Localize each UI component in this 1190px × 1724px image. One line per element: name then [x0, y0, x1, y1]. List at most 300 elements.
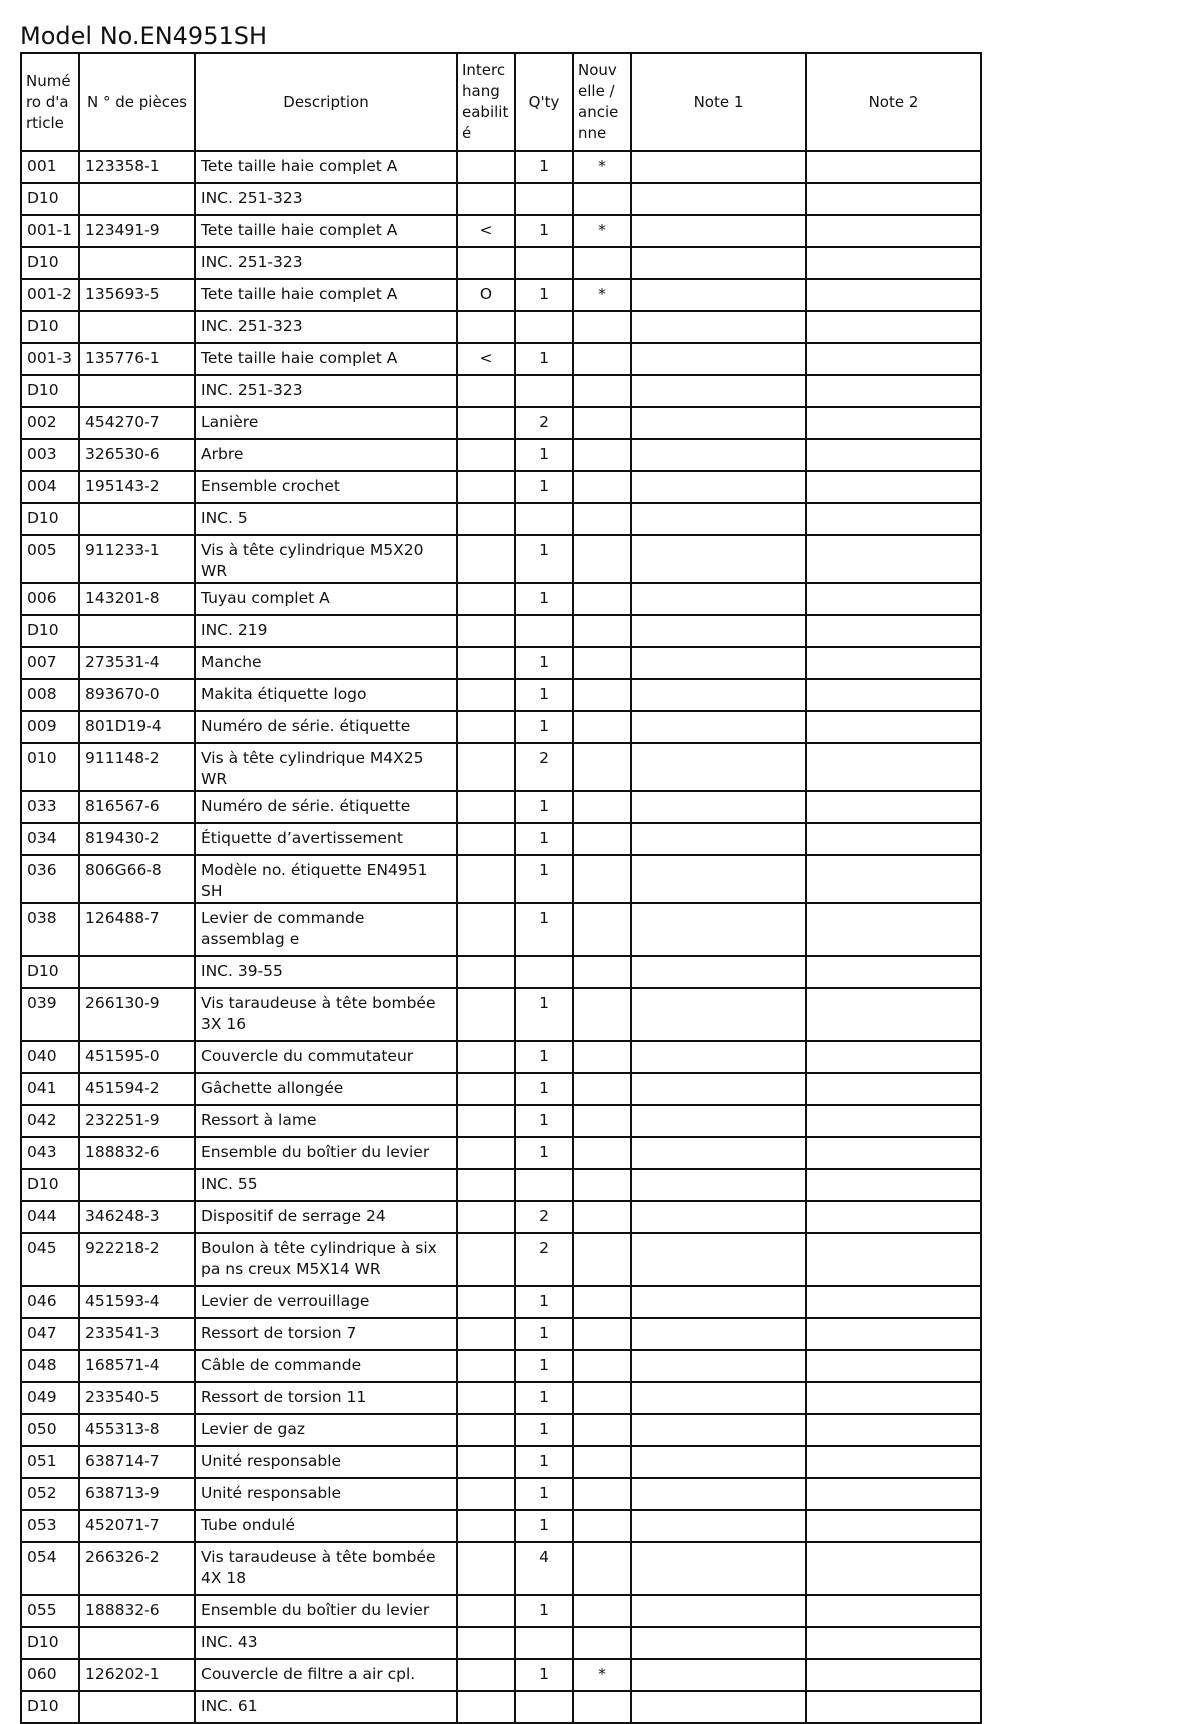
cell-note-1	[631, 1041, 806, 1073]
cell-description: Étiquette d’avertissement	[195, 823, 457, 855]
cell-new-old	[573, 956, 631, 988]
cell-part-number: 266130-9	[79, 988, 195, 1041]
cell-new-old	[573, 743, 631, 791]
cell-description: Ensemble du boîtier du levier	[195, 1595, 457, 1627]
cell-new-old	[573, 583, 631, 615]
cell-description: Numéro de série. étiquette	[195, 711, 457, 743]
cell-note-1	[631, 311, 806, 343]
cell-note-1	[631, 503, 806, 535]
cell-part-number: 819430-2	[79, 823, 195, 855]
cell-new-old	[573, 183, 631, 215]
cell-description: Boulon à tête cylindrique à six pa ns creux M5X14 WR	[195, 1233, 457, 1286]
cell-interchangeability	[457, 956, 515, 988]
cell-description: Tube ondulé	[195, 1510, 457, 1542]
cell-quantity: 1	[515, 279, 573, 311]
cell-interchangeability	[457, 1105, 515, 1137]
table-row	[21, 247, 981, 279]
cell-new-old	[573, 988, 631, 1041]
cell-note-1	[631, 1382, 806, 1414]
table-row	[21, 583, 981, 615]
cell-quantity	[515, 247, 573, 279]
cell-quantity	[515, 1627, 573, 1659]
cell-note-2	[806, 1073, 981, 1105]
table-row	[21, 1542, 981, 1595]
cell-item-number: 038	[21, 903, 79, 956]
cell-part-number: 168571-4	[79, 1350, 195, 1382]
cell-note-1	[631, 1350, 806, 1382]
cell-new-old	[573, 1510, 631, 1542]
cell-description: Tete taille haie complet A	[195, 343, 457, 375]
cell-interchangeability	[457, 1286, 515, 1318]
table-row	[21, 1446, 981, 1478]
cell-quantity	[515, 1691, 573, 1723]
cell-interchangeability	[457, 1659, 515, 1691]
cell-quantity: 4	[515, 1542, 573, 1595]
cell-description: Tete taille haie complet A	[195, 279, 457, 311]
cell-quantity: 1	[515, 1350, 573, 1382]
cell-interchangeability	[457, 247, 515, 279]
cell-note-1	[631, 1137, 806, 1169]
cell-description: INC. 5	[195, 503, 457, 535]
cell-item-number: 043	[21, 1137, 79, 1169]
cell-new-old	[573, 503, 631, 535]
cell-new-old	[573, 1691, 631, 1723]
cell-note-2	[806, 311, 981, 343]
cell-part-number: 143201-8	[79, 583, 195, 615]
cell-item-number: 008	[21, 679, 79, 711]
cell-note-2	[806, 711, 981, 743]
cell-interchangeability	[457, 1233, 515, 1286]
cell-description: Ensemble crochet	[195, 471, 457, 503]
cell-quantity: 1	[515, 679, 573, 711]
cell-interchangeability	[457, 1350, 515, 1382]
cell-description: Tuyau complet A	[195, 583, 457, 615]
cell-description: Levier de commande assemblag e	[195, 903, 457, 956]
cell-quantity: 1	[515, 1073, 573, 1105]
table-row	[21, 1510, 981, 1542]
cell-interchangeability	[457, 439, 515, 471]
cell-quantity: 1	[515, 855, 573, 903]
cell-item-number: D10	[21, 1627, 79, 1659]
cell-new-old	[573, 247, 631, 279]
cell-note-1	[631, 1510, 806, 1542]
cell-item-number: 004	[21, 471, 79, 503]
cell-quantity: 2	[515, 1233, 573, 1286]
table-row	[21, 1382, 981, 1414]
cell-quantity: 1	[515, 535, 573, 583]
cell-note-2	[806, 151, 981, 183]
cell-interchangeability: O	[457, 279, 515, 311]
cell-quantity: 1	[515, 1318, 573, 1350]
cell-item-number: 039	[21, 988, 79, 1041]
cell-description: Dispositif de serrage 24	[195, 1201, 457, 1233]
cell-quantity: 1	[515, 1286, 573, 1318]
cell-interchangeability: <	[457, 343, 515, 375]
cell-interchangeability	[457, 583, 515, 615]
cell-item-number: 009	[21, 711, 79, 743]
cell-quantity	[515, 311, 573, 343]
table-row	[21, 1073, 981, 1105]
cell-description: Vis taraudeuse à tête bombée 3X 16	[195, 988, 457, 1041]
cell-description: Modèle no. étiquette EN4951 SH	[195, 855, 457, 903]
cell-item-number: D10	[21, 247, 79, 279]
cell-description: Lanière	[195, 407, 457, 439]
cell-note-1	[631, 1627, 806, 1659]
cell-part-number: 911233-1	[79, 535, 195, 583]
cell-interchangeability	[457, 1169, 515, 1201]
cell-note-2	[806, 679, 981, 711]
cell-item-number: D10	[21, 311, 79, 343]
cell-description: Ensemble du boîtier du levier	[195, 1137, 457, 1169]
cell-quantity	[515, 375, 573, 407]
cell-note-1	[631, 903, 806, 956]
cell-note-2	[806, 823, 981, 855]
cell-new-old	[573, 1595, 631, 1627]
cell-quantity: 1	[515, 583, 573, 615]
cell-item-number: 041	[21, 1073, 79, 1105]
cell-note-1	[631, 1073, 806, 1105]
header-new-old: Nouv elle / ancie nne	[573, 53, 631, 151]
cell-new-old	[573, 1137, 631, 1169]
cell-new-old	[573, 855, 631, 903]
cell-item-number: D10	[21, 183, 79, 215]
cell-interchangeability	[457, 1510, 515, 1542]
cell-quantity	[515, 956, 573, 988]
cell-note-1	[631, 647, 806, 679]
cell-note-2	[806, 1542, 981, 1595]
cell-note-1	[631, 1105, 806, 1137]
cell-item-number: 048	[21, 1350, 79, 1382]
cell-description: Unité responsable	[195, 1446, 457, 1478]
cell-part-number: 188832-6	[79, 1595, 195, 1627]
table-row	[21, 1414, 981, 1446]
cell-note-1	[631, 471, 806, 503]
cell-part-number: 451594-2	[79, 1073, 195, 1105]
cell-note-2	[806, 1478, 981, 1510]
cell-quantity: 1	[515, 647, 573, 679]
table-row	[21, 855, 981, 903]
cell-new-old	[573, 647, 631, 679]
cell-description: Vis taraudeuse à tête bombée 4X 18	[195, 1542, 457, 1595]
cell-description: Couvercle de filtre a air cpl.	[195, 1659, 457, 1691]
cell-note-2	[806, 535, 981, 583]
cell-part-number: 816567-6	[79, 791, 195, 823]
table-row	[21, 471, 981, 503]
cell-item-number: D10	[21, 1691, 79, 1723]
cell-part-number: 233540-5	[79, 1382, 195, 1414]
cell-part-number: 455313-8	[79, 1414, 195, 1446]
cell-description: Ressort de torsion 7	[195, 1318, 457, 1350]
cell-note-2	[806, 471, 981, 503]
cell-description: Tete taille haie complet A	[195, 215, 457, 247]
cell-quantity: 1	[515, 439, 573, 471]
cell-quantity: 1	[515, 151, 573, 183]
cell-item-number: D10	[21, 375, 79, 407]
table-row	[21, 615, 981, 647]
cell-interchangeability	[457, 375, 515, 407]
cell-item-number: 005	[21, 535, 79, 583]
cell-new-old	[573, 471, 631, 503]
cell-item-number: D10	[21, 956, 79, 988]
cell-quantity: 1	[515, 1105, 573, 1137]
cell-interchangeability	[457, 1478, 515, 1510]
cell-new-old	[573, 1627, 631, 1659]
cell-new-old	[573, 1350, 631, 1382]
cell-item-number: 040	[21, 1041, 79, 1073]
cell-part-number: 893670-0	[79, 679, 195, 711]
cell-quantity: 2	[515, 743, 573, 791]
cell-interchangeability	[457, 679, 515, 711]
cell-part-number	[79, 1691, 195, 1723]
cell-description: INC. 219	[195, 615, 457, 647]
cell-item-number: 045	[21, 1233, 79, 1286]
cell-note-1	[631, 1446, 806, 1478]
cell-note-2	[806, 583, 981, 615]
cell-note-2	[806, 1510, 981, 1542]
cell-interchangeability	[457, 1201, 515, 1233]
cell-note-2	[806, 1041, 981, 1073]
cell-note-2	[806, 375, 981, 407]
cell-description: Ressort à lame	[195, 1105, 457, 1137]
cell-interchangeability	[457, 903, 515, 956]
table-header-row	[21, 53, 981, 151]
cell-interchangeability	[457, 151, 515, 183]
header-note-1: Note 1	[631, 53, 806, 151]
table-row	[21, 1041, 981, 1073]
cell-note-1	[631, 583, 806, 615]
table-row	[21, 679, 981, 711]
cell-note-1	[631, 823, 806, 855]
cell-description: INC. 251-323	[195, 183, 457, 215]
cell-note-1	[631, 679, 806, 711]
cell-item-number: 034	[21, 823, 79, 855]
cell-interchangeability	[457, 311, 515, 343]
table-row	[21, 407, 981, 439]
header-part-number: N ° de pièces	[79, 53, 195, 151]
cell-quantity: 1	[515, 903, 573, 956]
table-row	[21, 279, 981, 311]
cell-new-old	[573, 615, 631, 647]
cell-item-number: 047	[21, 1318, 79, 1350]
cell-new-old	[573, 823, 631, 855]
cell-part-number: 123358-1	[79, 151, 195, 183]
cell-item-number: 007	[21, 647, 79, 679]
cell-interchangeability	[457, 471, 515, 503]
cell-description: INC. 251-323	[195, 375, 457, 407]
cell-note-1	[631, 855, 806, 903]
cell-description: Levier de verrouillage	[195, 1286, 457, 1318]
cell-description: Arbre	[195, 439, 457, 471]
cell-note-2	[806, 407, 981, 439]
cell-part-number: 126488-7	[79, 903, 195, 956]
cell-new-old	[573, 1233, 631, 1286]
cell-description: Couvercle du commutateur	[195, 1041, 457, 1073]
cell-interchangeability	[457, 823, 515, 855]
cell-quantity: 1	[515, 1478, 573, 1510]
header-item-number: Numé ro d'a rticle	[21, 53, 79, 151]
cell-note-1	[631, 1595, 806, 1627]
cell-quantity: 1	[515, 1041, 573, 1073]
cell-description: Vis à tête cylindrique M5X20 WR	[195, 535, 457, 583]
cell-new-old	[573, 1318, 631, 1350]
cell-note-2	[806, 1318, 981, 1350]
cell-note-1	[631, 439, 806, 471]
cell-part-number: 135776-1	[79, 343, 195, 375]
cell-item-number: 006	[21, 583, 79, 615]
cell-description: Gâchette allongée	[195, 1073, 457, 1105]
cell-note-1	[631, 375, 806, 407]
cell-note-2	[806, 1286, 981, 1318]
cell-new-old	[573, 791, 631, 823]
cell-note-2	[806, 247, 981, 279]
cell-quantity: 1	[515, 1446, 573, 1478]
cell-interchangeability	[457, 1041, 515, 1073]
cell-description: INC. 251-323	[195, 311, 457, 343]
cell-note-1	[631, 247, 806, 279]
table-row	[21, 151, 981, 183]
cell-note-1	[631, 791, 806, 823]
cell-quantity	[515, 1169, 573, 1201]
cell-interchangeability	[457, 1542, 515, 1595]
cell-interchangeability	[457, 1627, 515, 1659]
cell-item-number: 060	[21, 1659, 79, 1691]
header-quantity: Q'ty	[515, 53, 573, 151]
cell-interchangeability	[457, 1446, 515, 1478]
cell-new-old	[573, 1041, 631, 1073]
cell-item-number: 002	[21, 407, 79, 439]
table-row	[21, 1595, 981, 1627]
cell-interchangeability	[457, 615, 515, 647]
cell-quantity: 1	[515, 711, 573, 743]
cell-item-number: 001-3	[21, 343, 79, 375]
cell-note-2	[806, 791, 981, 823]
cell-description: Vis à tête cylindrique M4X25 WR	[195, 743, 457, 791]
cell-quantity: 1	[515, 988, 573, 1041]
cell-item-number: 049	[21, 1382, 79, 1414]
table-row	[21, 988, 981, 1041]
cell-note-1	[631, 743, 806, 791]
cell-part-number	[79, 615, 195, 647]
cell-note-2	[806, 647, 981, 679]
cell-interchangeability	[457, 1414, 515, 1446]
cell-part-number: 232251-9	[79, 1105, 195, 1137]
cell-interchangeability	[457, 407, 515, 439]
cell-new-old	[573, 1446, 631, 1478]
cell-quantity: 2	[515, 407, 573, 439]
cell-note-2	[806, 1595, 981, 1627]
cell-interchangeability	[457, 988, 515, 1041]
cell-description: INC. 61	[195, 1691, 457, 1723]
cell-item-number: 052	[21, 1478, 79, 1510]
cell-item-number: 044	[21, 1201, 79, 1233]
table-row	[21, 1233, 981, 1286]
table-row	[21, 1201, 981, 1233]
cell-note-2	[806, 1382, 981, 1414]
table-row	[21, 791, 981, 823]
cell-item-number: 033	[21, 791, 79, 823]
cell-new-old	[573, 1201, 631, 1233]
cell-description: Tete taille haie complet A	[195, 151, 457, 183]
cell-interchangeability	[457, 711, 515, 743]
header-note-2: Note 2	[806, 53, 981, 151]
cell-interchangeability	[457, 1137, 515, 1169]
table-row	[21, 343, 981, 375]
cell-part-number	[79, 1627, 195, 1659]
cell-part-number	[79, 311, 195, 343]
cell-item-number: D10	[21, 1169, 79, 1201]
cell-new-old: *	[573, 215, 631, 247]
cell-note-2	[806, 503, 981, 535]
cell-quantity: 1	[515, 1137, 573, 1169]
cell-note-1	[631, 1414, 806, 1446]
cell-interchangeability	[457, 1073, 515, 1105]
cell-note-1	[631, 151, 806, 183]
cell-note-2	[806, 1233, 981, 1286]
cell-part-number: 806G66-8	[79, 855, 195, 903]
cell-description: Unité responsable	[195, 1478, 457, 1510]
cell-part-number: 195143-2	[79, 471, 195, 503]
table-row	[21, 1169, 981, 1201]
cell-note-2	[806, 279, 981, 311]
cell-note-2	[806, 855, 981, 903]
cell-new-old	[573, 1478, 631, 1510]
cell-note-2	[806, 343, 981, 375]
cell-item-number: 055	[21, 1595, 79, 1627]
cell-quantity	[515, 183, 573, 215]
parts-table	[20, 52, 982, 1724]
cell-note-2	[806, 903, 981, 956]
cell-description: INC. 251-323	[195, 247, 457, 279]
cell-note-2	[806, 1201, 981, 1233]
cell-note-1	[631, 1169, 806, 1201]
cell-part-number: 911148-2	[79, 743, 195, 791]
cell-part-number: 922218-2	[79, 1233, 195, 1286]
cell-part-number: 123491-9	[79, 215, 195, 247]
cell-item-number: 010	[21, 743, 79, 791]
cell-note-1	[631, 1478, 806, 1510]
cell-note-2	[806, 1691, 981, 1723]
cell-part-number: 135693-5	[79, 279, 195, 311]
cell-new-old	[573, 311, 631, 343]
table-row	[21, 439, 981, 471]
cell-item-number: 001-2	[21, 279, 79, 311]
cell-note-2	[806, 215, 981, 247]
table-row	[21, 1105, 981, 1137]
cell-quantity: 1	[515, 1659, 573, 1691]
cell-interchangeability	[457, 791, 515, 823]
cell-new-old: *	[573, 151, 631, 183]
table-row	[21, 1137, 981, 1169]
cell-new-old	[573, 903, 631, 956]
cell-note-1	[631, 407, 806, 439]
cell-part-number: 454270-7	[79, 407, 195, 439]
cell-new-old	[573, 1073, 631, 1105]
cell-new-old	[573, 1382, 631, 1414]
cell-description: Câble de commande	[195, 1350, 457, 1382]
cell-part-number: 451593-4	[79, 1286, 195, 1318]
cell-note-1	[631, 1233, 806, 1286]
cell-description: Makita étiquette logo	[195, 679, 457, 711]
cell-note-1	[631, 343, 806, 375]
page-title: Model No.EN4951SH	[20, 22, 268, 50]
cell-new-old	[573, 1542, 631, 1595]
cell-quantity: 1	[515, 215, 573, 247]
header-description: Description	[195, 53, 457, 151]
table-row	[21, 535, 981, 583]
cell-note-1	[631, 1286, 806, 1318]
cell-note-1	[631, 988, 806, 1041]
cell-item-number: 003	[21, 439, 79, 471]
